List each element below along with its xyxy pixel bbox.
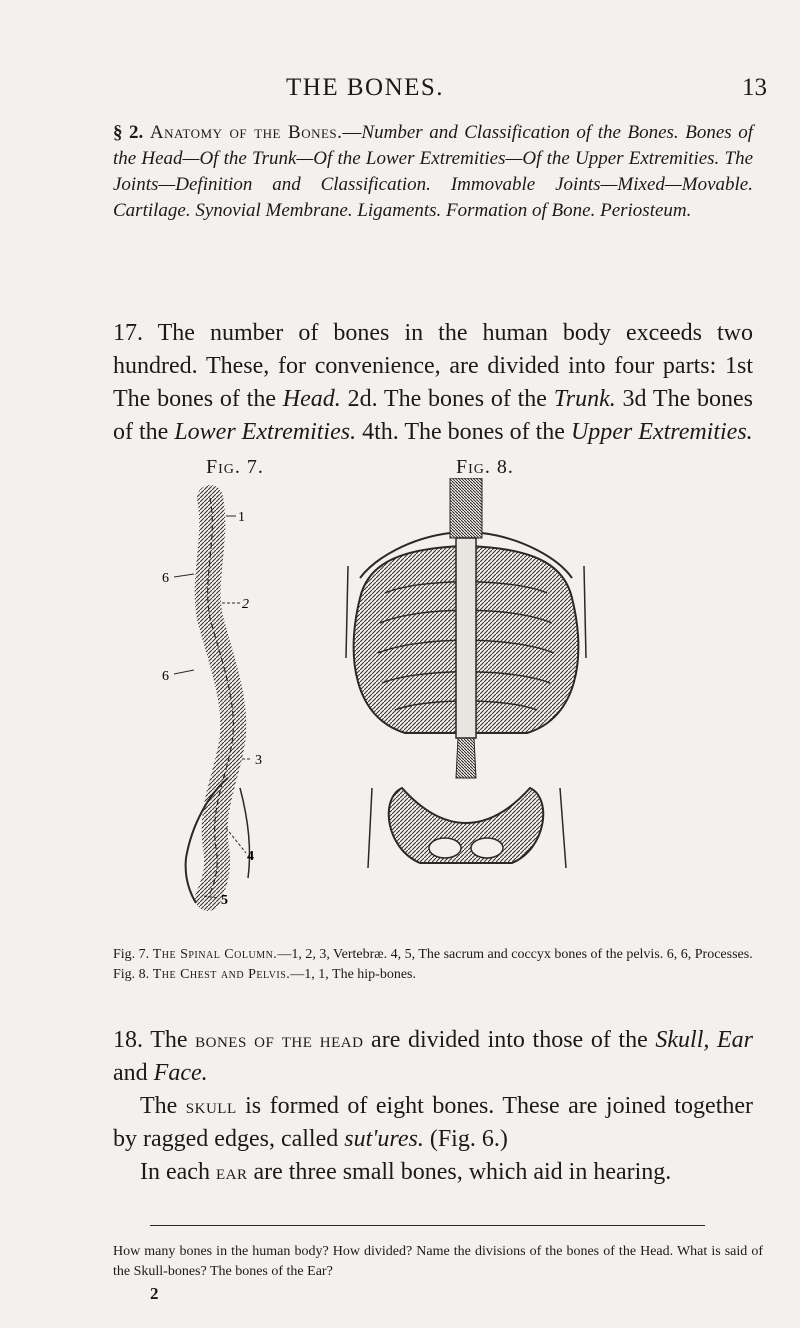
figures-area <box>140 478 700 938</box>
fig8-caption-text: —1, 1, The hip-bones. <box>290 967 417 982</box>
signature-mark: 2 <box>150 1284 159 1303</box>
para17-text-4: 4th. The bones of the <box>356 419 571 445</box>
fig7-mark-2: 2 <box>242 597 249 612</box>
para18-text-4: and <box>113 1060 154 1086</box>
chest-pelvis-illustration <box>346 478 586 868</box>
running-title: THE BONES. <box>286 74 445 101</box>
para17-upper: Upper Extremities. <box>570 419 753 445</box>
fig8-caption-num: Fig. 8. <box>113 967 150 982</box>
para18-text-7: (Fig. 6.) <box>423 1126 508 1152</box>
fig7-mark-1: 1 <box>238 510 245 525</box>
para18-smallcaps-2: skull <box>185 1094 237 1118</box>
para18-number: 18. <box>113 1027 143 1053</box>
anatomy-illustrations <box>140 478 700 938</box>
para17-text-3: 3d The bones of the <box>113 386 754 445</box>
para18-text-2: are divided into those of the <box>363 1027 656 1053</box>
para18-sutures: sut'ures. <box>344 1126 424 1152</box>
para18-text-5: The <box>140 1093 186 1119</box>
page-number: 13 <box>742 74 767 101</box>
section-heading: Anatomy of the Bones. <box>149 122 343 143</box>
page-header <box>0 74 800 110</box>
para17-trunk: Trunk. <box>553 386 616 412</box>
fig7-mark-6a: 6 <box>162 571 169 586</box>
para18-smallcaps-1: bones of the head <box>195 1028 364 1052</box>
section-mark: § 2. <box>113 122 144 143</box>
fig8-label: Fig. 8. <box>456 456 514 478</box>
fig7-label: Fig. 7. <box>206 456 264 478</box>
para18-text-8: In each <box>140 1159 216 1185</box>
section-summary <box>113 120 753 224</box>
paragraph-17 <box>113 317 753 449</box>
para18-skull: Skull, <box>655 1027 710 1053</box>
para17-number: 17. <box>113 320 143 346</box>
para18-text-3 <box>709 1027 717 1053</box>
fig7-mark-6b: 6 <box>162 669 169 684</box>
fig7-mark-4: 4 <box>247 849 254 864</box>
para18-ear: Ear <box>717 1027 753 1053</box>
para18-text-1: The <box>143 1027 196 1053</box>
para18-text-6: is formed of eight bones. These are joined together by ragged edges, called <box>113 1093 754 1152</box>
para17-lower: Lower Extremities. <box>174 419 357 445</box>
fig7-caption-num: Fig. 7. <box>113 947 150 962</box>
paragraph-18 <box>113 1024 753 1189</box>
footnote-rule <box>150 1225 705 1226</box>
fig8-caption-title: The Chest and Pelvis. <box>152 967 291 982</box>
fig7-caption-title: The Spinal Column. <box>152 947 278 962</box>
spinal-column-illustration <box>162 498 262 908</box>
review-questions <box>113 1242 763 1282</box>
questions-text: How many bones in the human body? How divided? Name the divisions of the bones of the Head. What is said of the Skull-bones? The bones of the Ear? <box>113 1244 763 1279</box>
para18-text-9: are three small bones, which aid in hearing. <box>247 1159 672 1185</box>
fig7-mark-3: 3 <box>255 753 262 768</box>
section-dash: — <box>342 122 362 143</box>
figure-captions <box>113 945 763 985</box>
para17-head: Head. <box>282 386 341 412</box>
para17-text-2: 2d. The bones of the <box>340 386 554 412</box>
para18-face: Face. <box>153 1060 208 1086</box>
fig7-mark-5: 5 <box>221 893 228 908</box>
fig7-caption-text: —1, 2, 3, Vertebræ. 4, 5, The sacrum and coccyx bones of the pelvis. 6, 6, Processes. <box>277 947 753 962</box>
section-topics: Number and Classification of the Bones. Bones of the Head—Of the Trunk—Of the Lower Extremities—Of the Upper Extremities. The Joints—Definition and Classification. Immovable Joints—Mixed—Movable. Cartilage. Synovial Membrane. Ligaments. Formation of Bone. Periosteum. <box>113 122 754 221</box>
para17-text-1: The number of bones in the human body exceeds two hundred. These, for convenience, are divided into four parts: 1st The bones of the <box>113 320 753 412</box>
para18-smallcaps-3: ear <box>215 1160 248 1184</box>
